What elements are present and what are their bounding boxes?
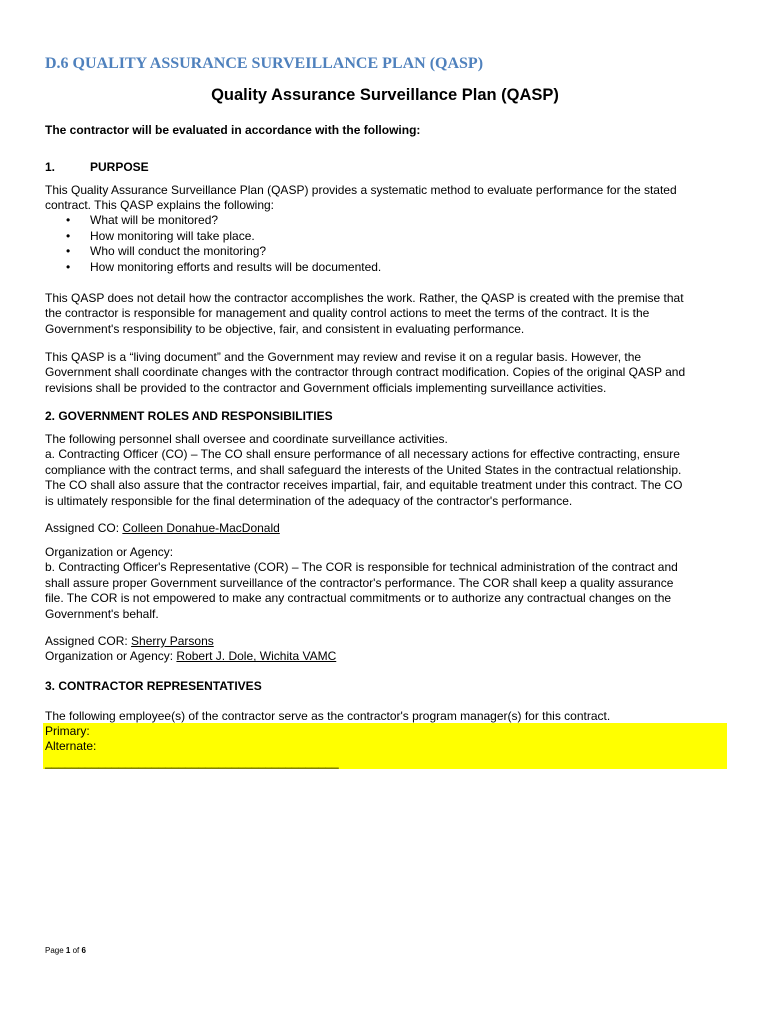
purpose-paragraph-2: This QASP does not detail how the contractor accomplishes the work. Rather, the QASP is created with the premise that the contractor is responsible for management and quality control actions to meet the terms of the contract. It is the Government's responsibility to be objective, fair, and consistent in evaluating performance. [45, 291, 684, 336]
bullet-icon: • [66, 213, 71, 227]
assigned-cor [45, 634, 735, 665]
page-number: 1 [65, 946, 71, 955]
purpose-para-line: This Quality Assurance Surveillance Plan (QASP) provides a systematic method to evaluate performance for the stated [45, 183, 677, 197]
contractor-representatives [45, 724, 735, 770]
purpose-label: PURPOSE [90, 160, 149, 174]
alternate-label: Alternate: [45, 739, 97, 754]
bullet-item: • What will be monitored? [66, 213, 219, 227]
primary-label: Primary: [45, 724, 90, 738]
org-cor-name: Robert J. Dole, Wichita VAMC [176, 649, 337, 664]
page-footer: Page 1 of 6 [45, 946, 86, 955]
purpose-number: 1. [45, 160, 56, 174]
bullet-icon: • [66, 259, 71, 274]
assigned-co-label: Assigned CO: [45, 521, 123, 535]
assigned-cor-name: Sherry Parsons [131, 634, 214, 648]
intro-statement: The contractor will be evaluated in accordance with the following: [45, 123, 421, 137]
purpose-bullet-list [66, 213, 381, 275]
page-total: 6 [81, 946, 86, 955]
contractor-intro: The following employee(s) of the contractor serve as the contractor's program manager(s) for this contract. [45, 709, 611, 723]
purpose-paragraph [45, 183, 735, 214]
purpose-paragraph-3: This QASP is a “living document” and the Government may review and revise it on a regular basis. However, the Government shall coordinate changes with the contractor through contract modification. Copies of the original QASP and revisions shall be provided to the contractor and Government officials implementing surveillance activities. [45, 350, 686, 395]
bullet-icon: • [66, 228, 71, 243]
org-label-cor: Organization or Agency: [45, 649, 177, 664]
assigned-co [45, 521, 735, 536]
contractor-heading: 3. CONTRACTOR REPRESENTATIVES [45, 679, 262, 693]
bullet-item: • How monitoring efforts and results will be documented. [66, 259, 382, 274]
document-title: Quality Assurance Surveillance Plan (QASP) [211, 86, 559, 104]
co-paragraph: The following personnel shall oversee and coordinate surveillance activities. a. Contracting Officer (CO) – The CO shall ensure performance of all necessary actions for effective contracting, ensure compliance with the contract terms, and shall safeguard the interests of the United States in the contractual relationship. The CO shall also assure that the contractor receives impartial, fair, and equitable treatment under this contract. The CO is ultimately responsible for the final determination of the adequacy of the contractor's performance. [45, 432, 683, 508]
bullet-item: • How monitoring will take place. [66, 228, 255, 243]
bullet-icon: • [66, 244, 71, 259]
cor-paragraph: Organization or Agency: b. Contracting Officer's Representative (COR) – The COR is responsible for technical administration of the contract and shall assure proper Government surveillance of the contractor's performance. The COR shall keep a quality assurance file. The COR is not empowered to make any contractual commitments or to authorize any contractual changes on the Government's behalf. [45, 545, 678, 621]
purpose-para-line: contract. This QASP explains the following: [45, 198, 275, 213]
blank-signature-line: ____________________________________________ [45, 754, 339, 769]
roles-heading: 2. GOVERNMENT ROLES AND RESPONSIBILITIES [45, 409, 333, 423]
assigned-cor-label: Assigned COR: [45, 634, 132, 648]
bullet-item: • Who will conduct the monitoring? [66, 244, 267, 259]
org-label-co: Organization or Agency: [45, 545, 174, 559]
section-heading: D.6 QUALITY ASSURANCE SURVEILLANCE PLAN (QASP) [45, 55, 484, 72]
assigned-co-name: Colleen Donahue-MacDonald [122, 521, 280, 535]
